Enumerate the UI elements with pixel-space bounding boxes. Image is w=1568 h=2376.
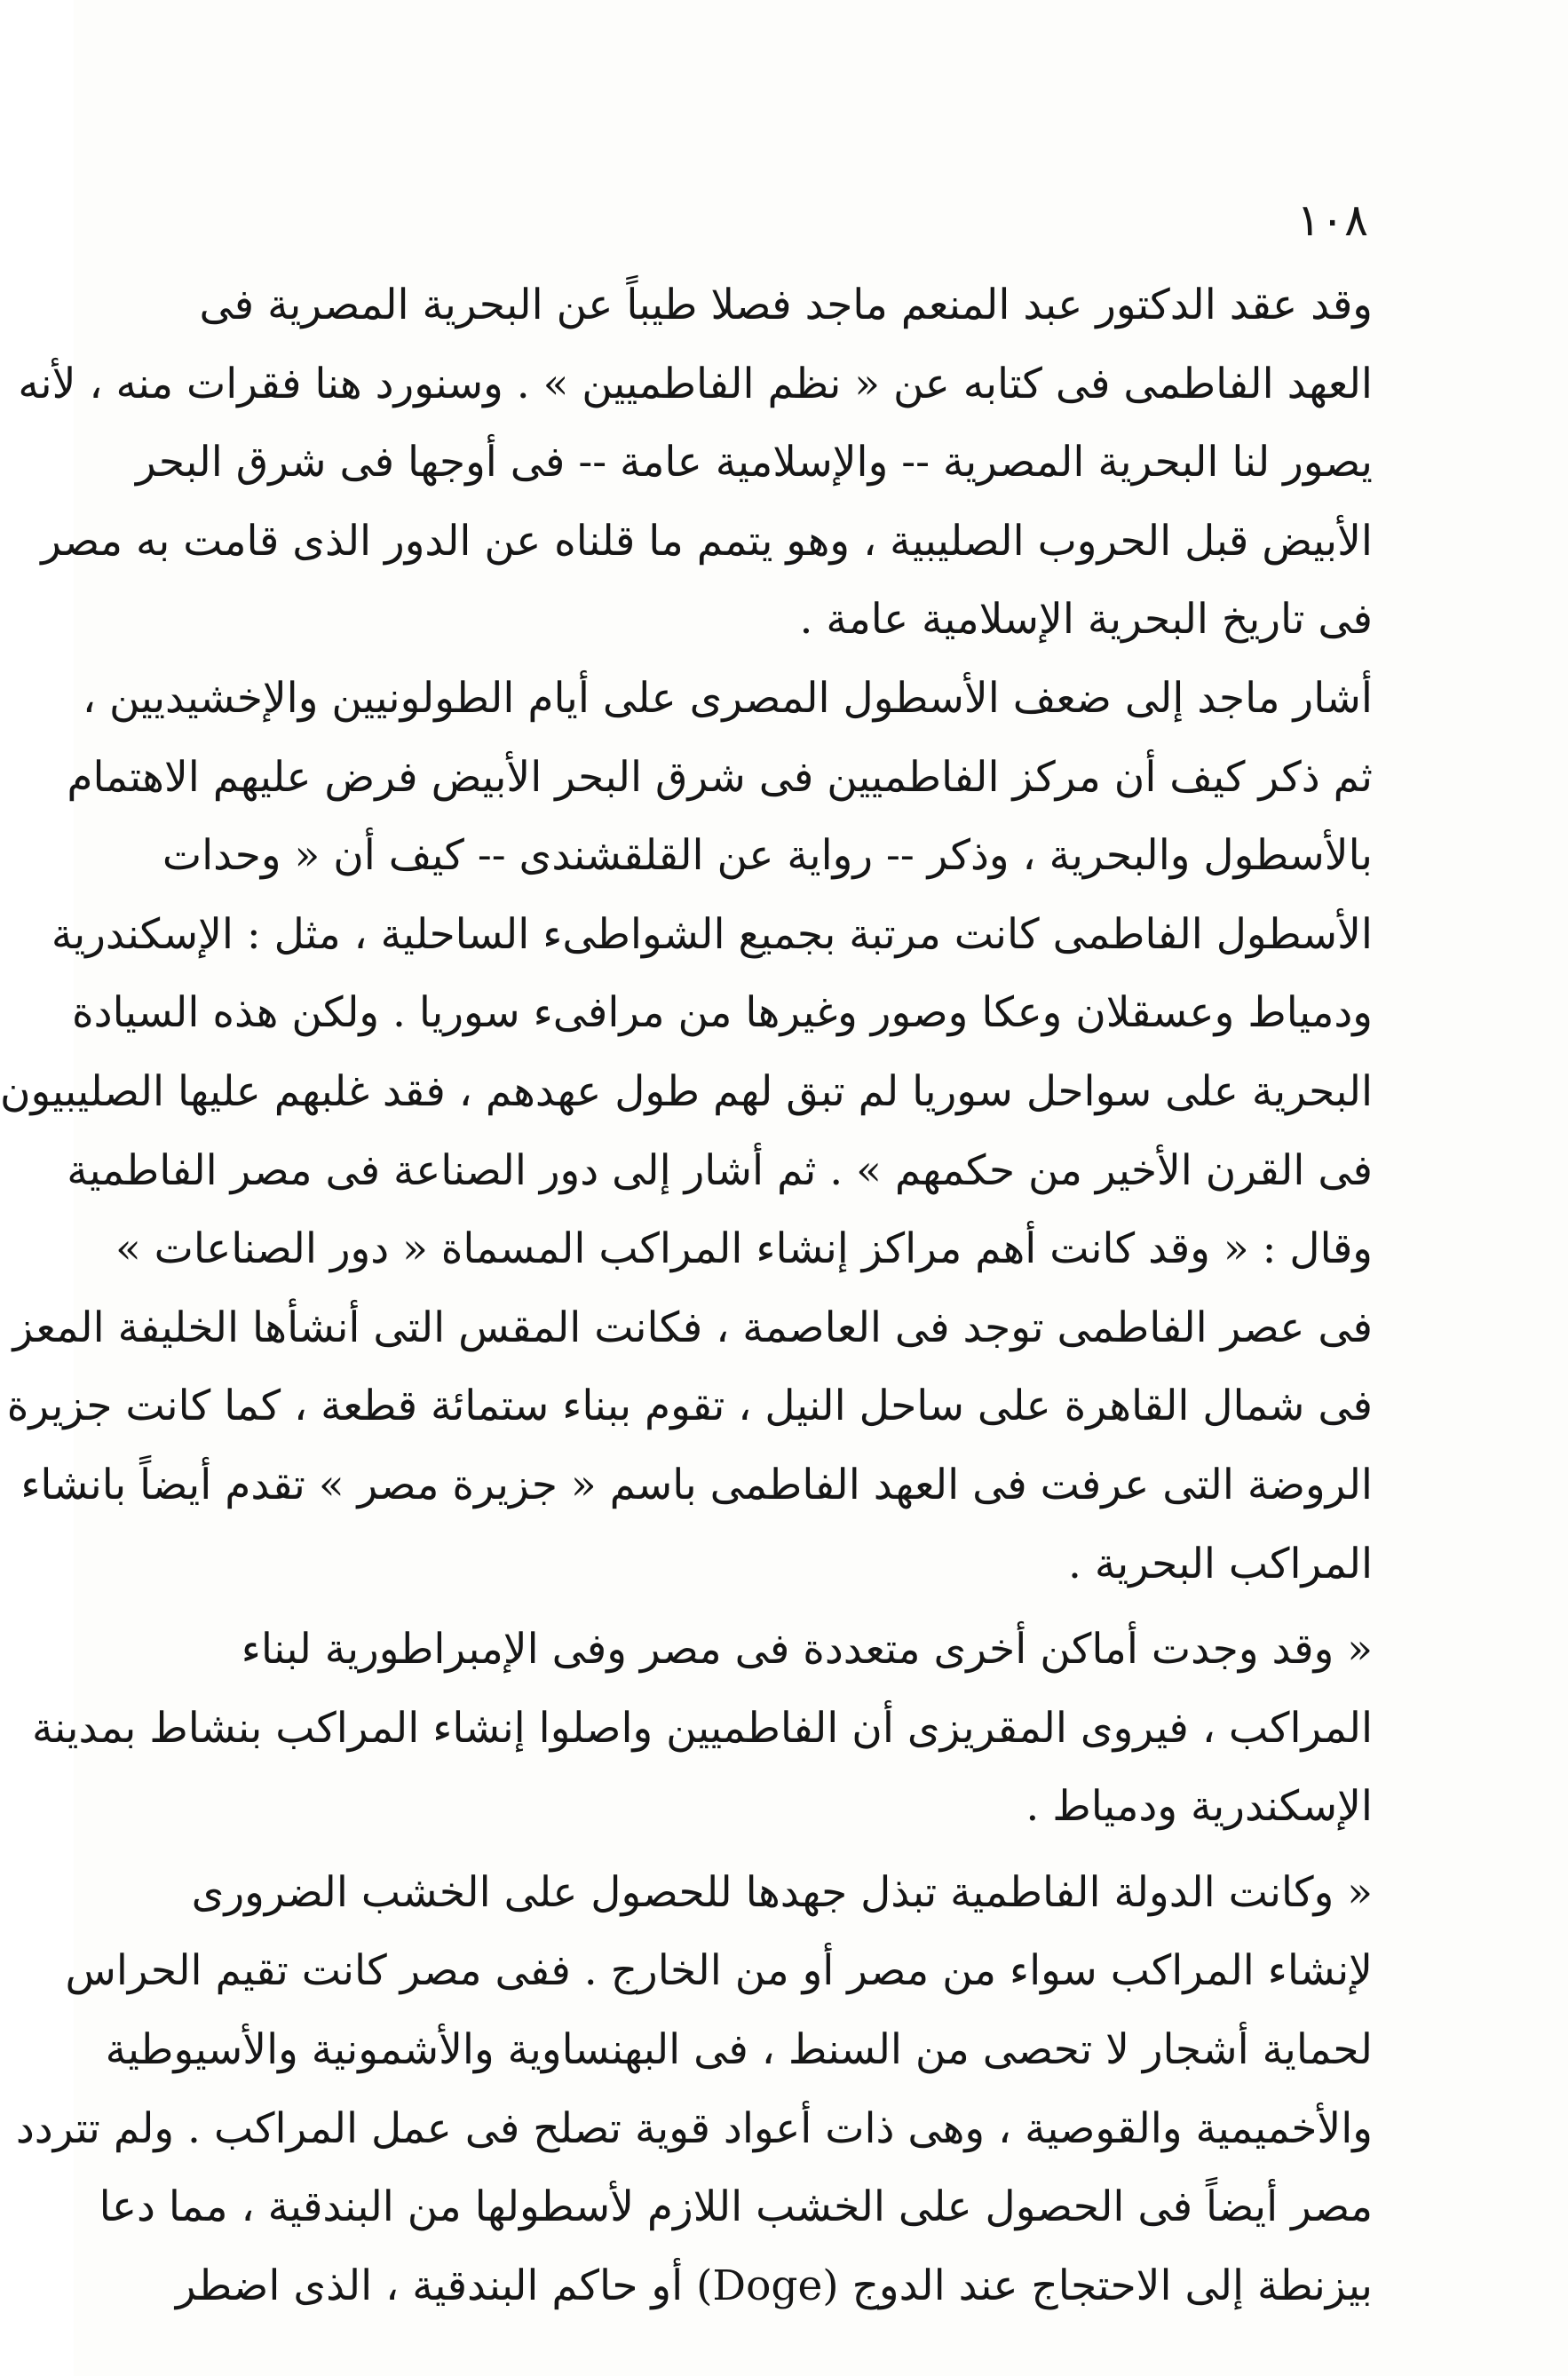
text-line: وقال : « وقد كانت أهم مراكز إنشاء المراكب المسماة « دور الصناعات » bbox=[115, 1224, 1373, 1274]
text-line: المراكب ، فيروى المقريزى أن الفاطميين واصلوا إنشاء المراكب بنشاط بمدينة bbox=[31, 1703, 1373, 1753]
text-line: الأسطول الفاطمى كانت مرتبة بجميع الشواطىء الساحلية ، مثل : الإسكندرية bbox=[51, 909, 1373, 959]
text-line: « وكانت الدولة الفاطمية تبذل جهدها للحصول على الخشب الضرورى bbox=[191, 1867, 1373, 1917]
text-line: فى عصر الفاطمى توجد فى العاصمة ، فكانت المقس التى أنشأها الخليفة المعز bbox=[12, 1303, 1373, 1352]
text-line: لإنشاء المراكب سواء من مصر أو من الخارج . ففى مصر كانت تقيم الحراس bbox=[65, 1946, 1373, 1996]
text-line: « وقد وجدت أماكن أخرى متعددة فى مصر وفى الإمبراطورية لبناء bbox=[241, 1625, 1373, 1675]
text-line: الأبيض قبل الحروب الصليبية ، وهو يتمم ما قلناه عن الدور الذى قامت به مصر bbox=[41, 516, 1373, 566]
text-line: فى تاريخ البحرية الإسلامية عامة . bbox=[799, 595, 1373, 645]
text-line: فى القرن الأخير من حكمهم » . ثم أشار إلى دور الصناعة فى مصر الفاطمية bbox=[67, 1145, 1373, 1195]
text-line: بيزنطة إلى الاحتجاج عند الدوج (Doge) أو حاكم البندقية ، الذى اضطر bbox=[175, 2261, 1373, 2310]
paragraph-2 bbox=[0, 660, 1373, 1604]
text-line: العهد الفاطمى فى كتابه عن « نظم الفاطميين » . وسنورد هنا فقرات منه ، لأنه bbox=[18, 359, 1373, 408]
text-line: الروضة التى عرفت فى العهد الفاطمى باسم « جزيرة مصر » تقدم أيضاً بانشاء bbox=[20, 1460, 1373, 1509]
text-line: البحرية على سواحل سوريا لم تبق لهم طول عهدهم ، فقد غلبهم عليها الصليبيون bbox=[0, 1066, 1373, 1116]
text-line: والأخميمية والقوصية ، وهى ذات أعواد قوية تصلح فى عمل المراكب . ولم تتردد bbox=[15, 2103, 1373, 2153]
text-line: مصر أيضاً فى الحصول على الخشب اللازم لأسطولها من البندقية ، مما دعا bbox=[99, 2182, 1373, 2232]
text-line: بالأسطول والبحرية ، وذكر -- رواية عن القلقشندى -- كيف أن « وحدات bbox=[162, 831, 1373, 881]
page-number: ١٠٨ bbox=[1296, 194, 1368, 246]
text-line: لحماية أشجار لا تحصى من السنط ، فى البهنساوية والأشمونية والأسيوطية bbox=[105, 2025, 1373, 2075]
text-line: أشار ماجد إلى ضعف الأسطول المصرى على أيام الطولونيين والإخشيديين ، bbox=[82, 673, 1373, 723]
text-line: المراكب البحرية . bbox=[1068, 1539, 1373, 1588]
paragraph-1 bbox=[18, 266, 1373, 660]
text-line: الإسكندرية ودمياط . bbox=[1026, 1782, 1373, 1832]
body-text bbox=[0, 266, 1373, 2325]
text-line: وقد عقد الدكتور عبد المنعم ماجد فصلا طيباً عن البحرية المصرية فى bbox=[199, 281, 1373, 329]
paragraph-4 bbox=[15, 1854, 1373, 2326]
paragraph-3 bbox=[31, 1611, 1373, 1847]
text-line: يصور لنا البحرية المصرية -- والإسلامية عامة -- فى أوجها فى شرق البحر bbox=[135, 438, 1373, 487]
text-line: فى شمال القاهرة على ساحل النيل ، تقوم ببناء ستمائة قطعة ، كما كانت جزيرة bbox=[6, 1382, 1373, 1431]
text-line: ودمياط وعسقلان وعكا وصور وغيرها من مرافىء سوريا . ولكن هذه السيادة bbox=[72, 988, 1373, 1038]
text-line: ثم ذكر كيف أن مركز الفاطميين فى شرق البحر الأبيض فرض عليهم الاهتمام bbox=[67, 752, 1373, 802]
